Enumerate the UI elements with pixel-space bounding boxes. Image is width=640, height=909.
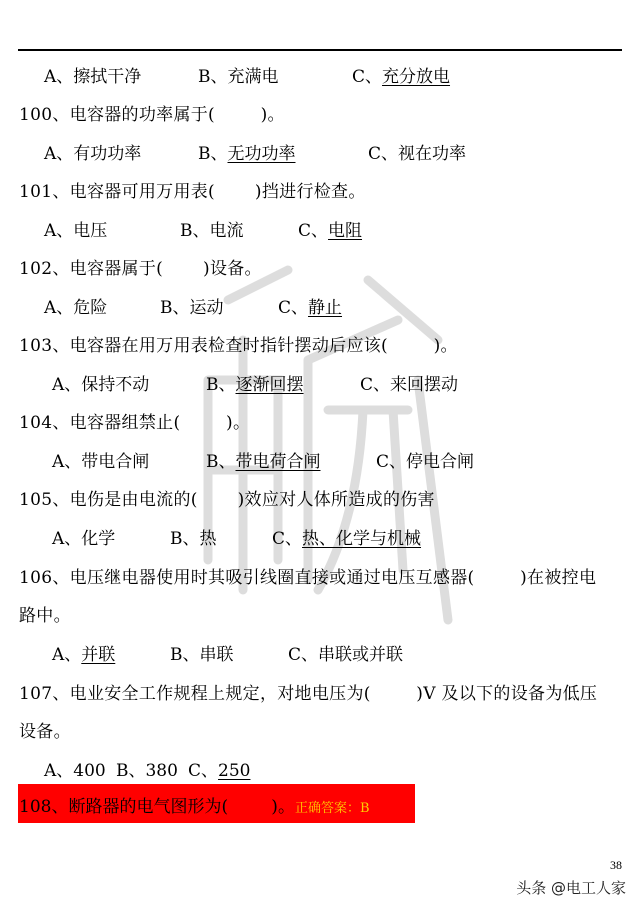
question-107-line-2: 设备。 <box>19 722 71 742</box>
option-b: B、串联 <box>170 645 234 665</box>
question-107-line-1: 107、电业安全工作规程上规定，对地电压为( )V 及以下的设备为低压 <box>19 684 598 704</box>
option-c: C、电阻 <box>298 221 363 241</box>
option-b: B、热 <box>170 529 217 549</box>
option-b: B、无功功率 <box>198 144 296 164</box>
correct-answer: 充分放电 <box>382 67 451 87</box>
option-a: A、化学 <box>52 529 116 549</box>
question-103: 103、电容器在用万用表检查时指针摆动后应该( )。 <box>19 336 458 356</box>
source-attribution: 头条 @电工人家 <box>516 879 626 897</box>
option-a: A、带电合闸 <box>52 452 150 472</box>
question-102: 102、电容器属于( )设备。 <box>19 259 262 279</box>
option-b: B、充满电 <box>198 67 279 87</box>
correct-answer: 250 <box>218 761 251 781</box>
option-a: A、有功功率 <box>44 144 142 164</box>
question-101: 101、电容器可用万用表( )挡进行检查。 <box>19 182 366 202</box>
page-number: 38 <box>610 858 622 872</box>
option-b: B、带电荷合闸 <box>206 452 321 472</box>
answer-tag: 正确答案：B <box>294 801 370 816</box>
option-b: B、逐渐回摆 <box>206 375 304 395</box>
option-b: B、380 <box>116 761 178 781</box>
option-a: A、危险 <box>44 298 108 318</box>
question-104: 104、电容器组禁止( )。 <box>19 413 251 433</box>
option-c: C、串联或并联 <box>288 645 404 665</box>
option-a: A、擦拭干净 <box>44 67 142 87</box>
option-c: C、来回摆动 <box>360 375 459 395</box>
question-106-line-2: 路中。 <box>19 606 71 626</box>
option-b: B、运动 <box>160 298 224 318</box>
question-100: 100、电容器的功率属于( )。 <box>19 105 285 125</box>
correct-answer: 无功功率 <box>227 144 296 164</box>
option-c: C、充分放电 <box>352 67 451 87</box>
question-105: 105、电伤是由电流的( )效应对人体所造成的伤害 <box>19 490 435 510</box>
correct-answer: 逐渐回摆 <box>235 375 304 395</box>
option-a: A、400 <box>44 761 106 781</box>
question-106-line-1: 106、电压继电器使用时其吸引线圈直接或通过电压互感器( )在被控电 <box>19 568 597 588</box>
option-b: B、电流 <box>180 221 244 241</box>
correct-answer: 电阻 <box>328 221 363 241</box>
option-c: C、停电合闸 <box>376 452 475 472</box>
option-a: A、并联 <box>52 645 116 665</box>
correct-answer: 并联 <box>81 645 116 665</box>
question-108: 108、断路器的电气图形为( )。正确答案：B <box>19 797 370 817</box>
correct-answer: 热、化学与机械 <box>302 529 422 549</box>
correct-answer: 静止 <box>308 298 343 318</box>
option-a: A、电压 <box>44 221 108 241</box>
header-rule <box>18 49 622 51</box>
option-c: C、热、化学与机械 <box>272 529 422 549</box>
correct-answer: 带电荷合闸 <box>235 452 321 472</box>
option-a: A、保持不动 <box>52 375 150 395</box>
option-c: C、视在功率 <box>368 144 467 164</box>
option-c: C、250 <box>188 761 251 781</box>
option-c: C、静止 <box>278 298 343 318</box>
